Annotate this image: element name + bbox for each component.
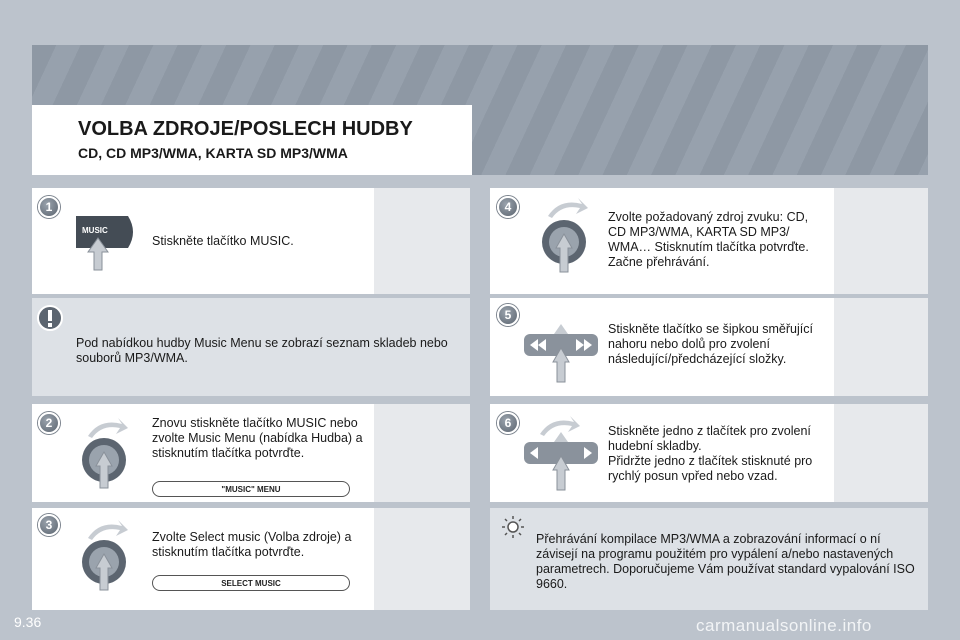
step-3-badge: 3	[38, 514, 60, 536]
step-5-text: Stiskněte tlačítko se šipkou směřující nahoru nebo dolů pro zvolení následující/předcházející složky.	[608, 322, 813, 366]
step-4-radio-image	[834, 188, 928, 294]
step-1-radio-image	[374, 188, 470, 294]
music-menu-pill: "MUSIC" MENU	[152, 481, 350, 497]
step-5-badge: 5	[497, 304, 519, 326]
lightbulb-icon	[500, 514, 526, 540]
music-button-icon	[74, 212, 144, 274]
rotary-knob-icon	[78, 416, 130, 496]
step-2-text: Znovu stiskněte tlačítko MUSIC nebo zvolte Music Menu (nabídka Hudba) a stisknutím tlačítka potvrďte.	[152, 416, 363, 460]
step-1-text: Stiskněte tlačítko MUSIC.	[152, 234, 294, 248]
step-4-text: Zvolte požadovaný zdroj zvuku: CD, CD MP3/WMA, KARTA SD MP3/ WMA… Stisknutím tlačítka potvrďte. Začne přehrávání.	[608, 210, 809, 269]
step-6-radio-image	[834, 404, 928, 502]
step-3-text: Zvolte Select music (Volba zdroje) a stisknutím tlačítka potvrďte.	[152, 530, 352, 559]
step-2-radio-image	[374, 404, 470, 502]
watermark: carmanualsonline.info	[696, 616, 872, 635]
tip-text: Přehrávání kompilace MP3/WMA a zobrazování informací o ní závisejí na programu použitém pro vypálení a/nebo nastavených parametrech. Doporučujeme Vám používat standard vypalování ISO 9660.	[536, 532, 915, 591]
page-title: VOLBA ZDROJE/POSLECH HUDBY	[78, 118, 413, 140]
step-4-badge: 4	[497, 196, 519, 218]
step-1-badge: 1	[38, 196, 60, 218]
page-subtitle: CD, CD MP3/WMA, KARTA SD MP3/WMA	[78, 145, 348, 161]
step-2-badge: 2	[38, 412, 60, 434]
select-music-pill: SELECT MUSIC	[152, 575, 350, 591]
warning-text: Pod nabídkou hudby Music Menu se zobrazí seznam skladeb nebo souborů MP3/WMA.	[76, 336, 448, 365]
music-button-label: MUSIC	[82, 226, 108, 235]
step-5-radio-image	[834, 298, 928, 396]
warning-icon	[36, 304, 64, 332]
step-6-text-line-1: Stiskněte jedno z tlačítek pro zvolení hudební skladby.	[608, 424, 811, 453]
step-6-text-line-2: Přidržte jedno z tlačítek stisknuté pro rychlý posun vpřed nebo vzad.	[608, 454, 813, 483]
rotary-knob-icon	[538, 196, 590, 280]
step-3-radio-image	[374, 508, 470, 610]
arrow-pad-icon	[520, 322, 602, 384]
rotary-knob-icon	[78, 518, 130, 598]
step-6-badge: 6	[497, 412, 519, 434]
page-number: 9.36	[14, 614, 42, 630]
arrow-pad-icon	[520, 430, 602, 492]
